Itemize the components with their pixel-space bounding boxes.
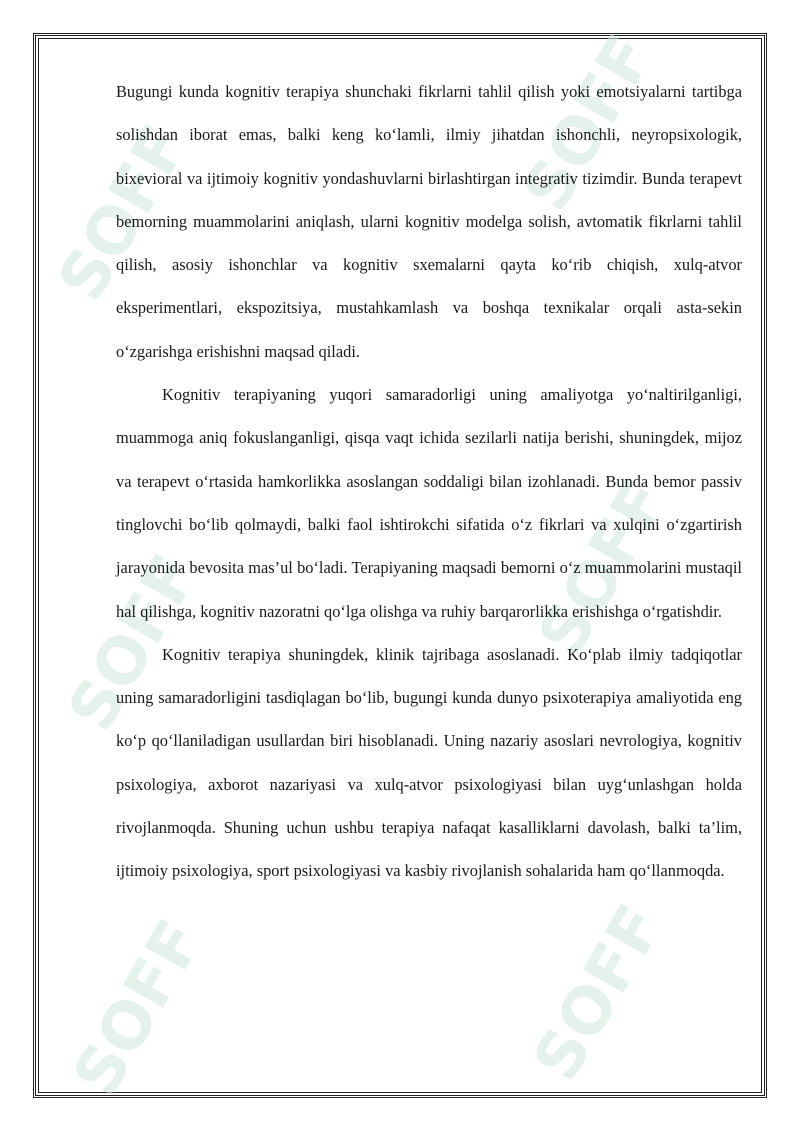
- watermark-text: SOFF: [44, 113, 203, 313]
- watermark-text: SOFF: [509, 23, 668, 224]
- watermark-text: SOFF: [54, 543, 213, 743]
- paragraph-1: Bugungi kunda kognitiv terapiya shunchaki fikrlarni tahlil qilish yoki emotsiyalarni tartibga solishdan iborat emas, balki keng ko‘lamli, ilmiy jihatdan ishonchli, neyropsixologik, bixevioral va ijtimoiy kognitiv yondashuvlarni birlashtirgan integrativ tizimdir. Bunda terapevt bemorning muammolarini aniqlash, ularni kognitiv modelga solish, avtomatik fikrlarni tahlil qilish, asosiy ishonchlar va kognitiv sxemalarni qayta ko‘rib chiqish, xulq-atvor eksperimentlari, ekspozitsiya, mustahkamlash va boshqa texnikalar orqali asta-sekin o‘zgarishga erishishni maqsad qiladi.: [116, 82, 742, 361]
- document-body: [116, 70, 742, 893]
- watermark-text: SOFF: [519, 893, 678, 1093]
- paragraph-2: Kognitiv terapiyaning yuqori samaradorligi uning amaliyotga yo‘naltirilganligi, muammoga aniq fokuslanganligi, qisqa vaqt ichida sezilarli natija berishi, shuningdek, mijoz va terapevt o‘rtasida hamkorlikka asoslangan soddaligi bilan izohlanadi. Bunda bemor passiv tinglovchi bo‘lib qolmaydi, balki faol ishtirokchi sifatida o‘z fikrlari va xulqini o‘zgartirish jarayonida bevosita mas’ul bo‘ladi. Terapiyaning maqsadi bemorni o‘z muammolarini mustaqil hal qilishga, kognitiv nazoratni qo‘lga olishga va ruhiy barqarorlikka erishishga o‘rgatishdir.: [116, 385, 742, 621]
- watermark-text: SOFF: [524, 468, 683, 668]
- paragraph-3: Kognitiv terapiya shuningdek, klinik tajribaga asoslanadi. Ko‘plab ilmiy tadqiqotlar uning samaradorligini tasdiqlagan bo‘lib, bugungi kunda dunyo psixoterapiya amaliyotida eng ko‘p qo‘llaniladigan usullardan biri hisoblanadi. Uning nazariy asoslari nevrologiya, kognitiv psixologiya, axborot nazariyasi va xulq-atvor psixologiyasi bilan uyg‘unlashgan holda rivojlanmoqda. Shuning uchun ushbu terapiya nafaqat kasalliklarni davolash, balki ta’lim, ijtimoiy psixologiya, sport psixologiyasi va kasbiy rivojlanish sohalarida ham qo‘llanmoqda.: [116, 644, 742, 881]
- watermark-text: SOFF: [59, 908, 218, 1108]
